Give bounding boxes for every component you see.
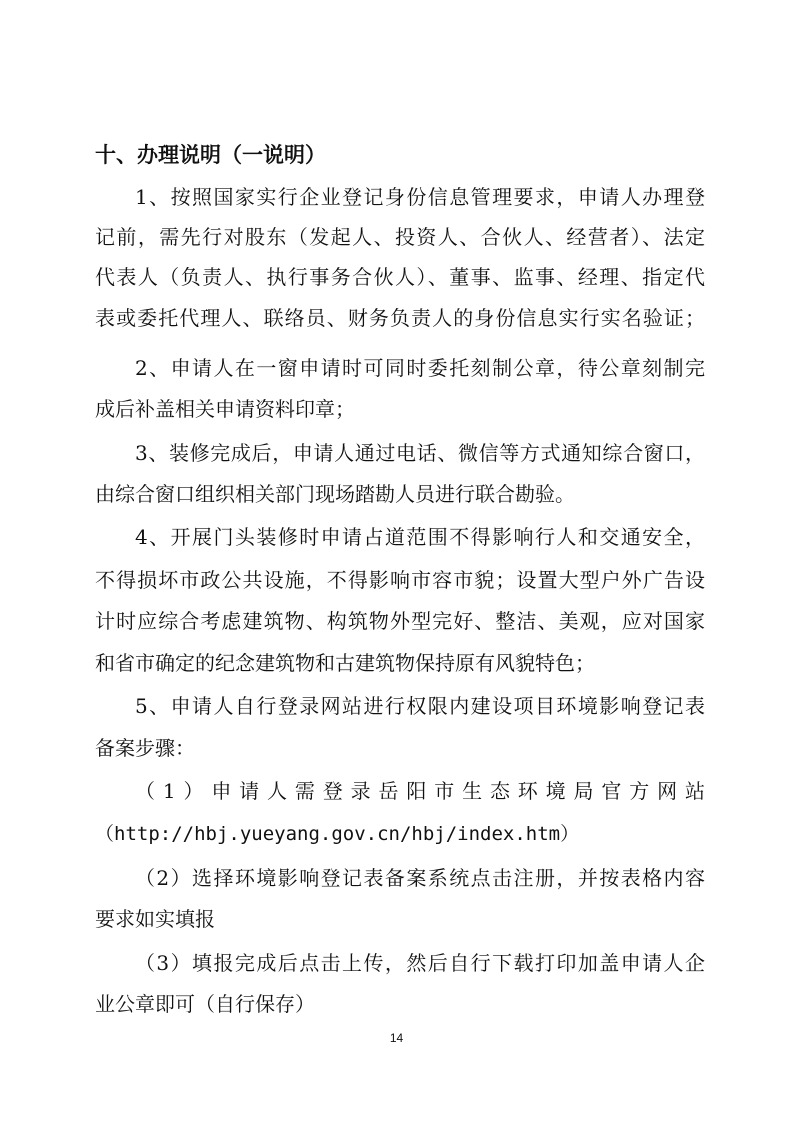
paragraph-line: 记前，需先行对股东（发起人、投资人、合伙人、经营者）、法定 [95, 225, 705, 249]
step-line: （2）选择环境影响登记表备案系统点击注册，并按表格内容 [135, 866, 705, 890]
paragraph-line: 由综合窗口组织相关部门现场踏勘人员进行联合勘验。 [95, 482, 575, 506]
paragraph-line: 备案步骤： [95, 736, 195, 760]
paragraph-line: 3、装修完成后，申请人通过电话、微信等方式通知综合窗口， [135, 441, 705, 465]
paragraph-line: 1、按照国家实行企业登记身份信息管理要求，申请人办理登 [135, 185, 705, 209]
step-line: 业公章即可（自行保存） [95, 992, 315, 1016]
page-number: 14 [389, 1031, 404, 1045]
step-line: （1）申请人需登录岳阳市生态环境局官方网站 [135, 779, 705, 803]
step-url-line: （http://hbj.yueyang.gov.cn/hbj/index.htm） [95, 823, 580, 845]
paragraph-line: 4、开展门头装修时申请占道范围不得影响行人和交通安全， [135, 525, 705, 549]
paragraph-line: 2、申请人在一窗申请时可同时委托刻制公章，待公章刻制完 [135, 356, 705, 380]
paragraph-line: 和省市确定的纪念建筑物和古建筑物保持原有风貌特色； [95, 651, 595, 675]
paragraph-line: 表或委托代理人、联络员、财务负责人的身份信息实行实名验证； [95, 306, 705, 330]
paragraph-line: 不得损坏市政公共设施，不得影响市容市貌；设置大型户外广告设 [95, 568, 705, 592]
step-line: 要求如实填报 [95, 907, 215, 931]
section-heading: 十、办理说明（一说明） [95, 143, 326, 167]
paragraph-line: 5、申请人自行登录网站进行权限内建设项目环境影响登记表 [135, 694, 705, 718]
step-line: （3）填报完成后点击上传，然后自行下载打印加盖申请人企 [135, 951, 705, 975]
paragraph-line: 成后补盖相关申请资料印章； [95, 397, 355, 421]
paragraph-line: 计时应综合考虑建筑物、构筑物外型完好、整洁、美观，应对国家 [95, 609, 705, 633]
paragraph-line: 代表人（负责人、执行事务合伙人）、董事、监事、经理、指定代 [95, 265, 705, 289]
